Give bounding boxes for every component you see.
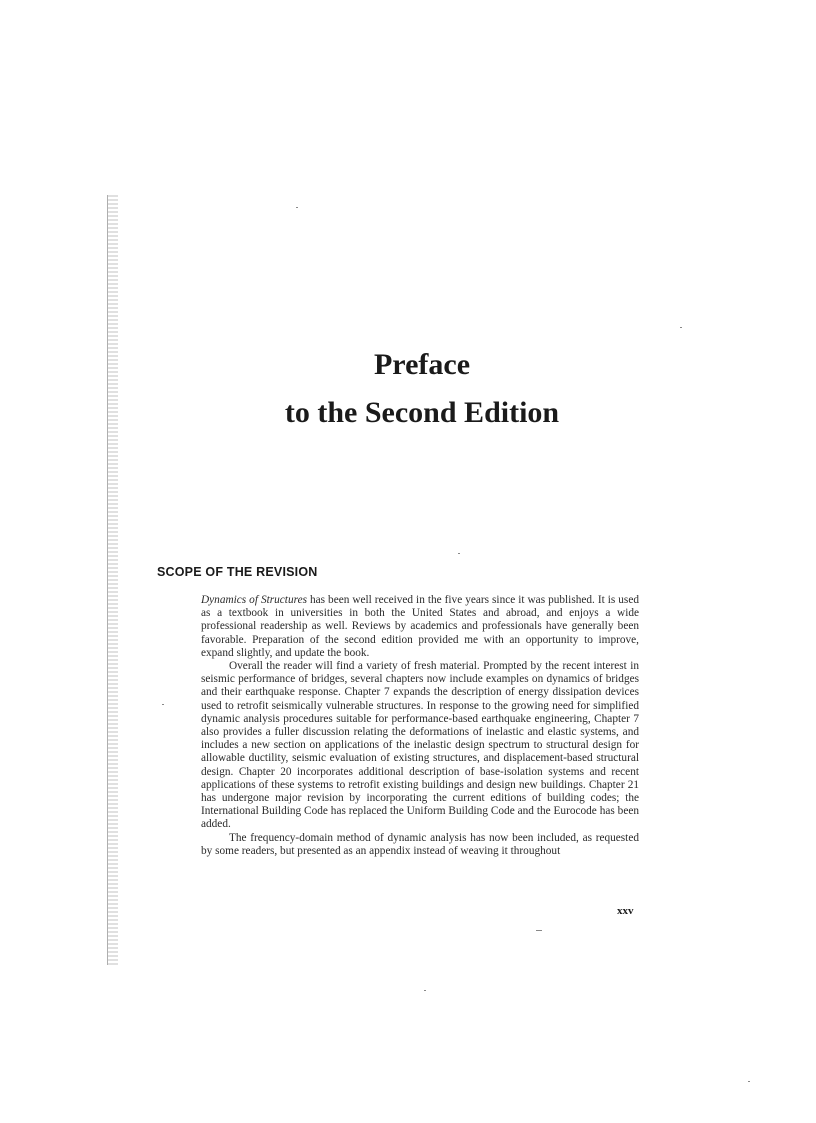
scan-speck (458, 553, 460, 554)
scan-speck (680, 327, 682, 328)
preface-subtitle: to the Second Edition (284, 396, 560, 429)
scan-speck (536, 930, 542, 931)
scan-speck (748, 1081, 750, 1082)
paragraph-1-text: has been well received in the five years since it was published. It is used as a textbook in universities in both the United States and abroad, and enjoys a wide professional readership as well. Reviews by academics and professionals have generally been favorable. Preparation of the second edition provided me with an opportunity to improve, expand slightly, and update the book. (201, 594, 639, 659)
paragraph-2: Overall the reader will find a variety of fresh material. Prompted by the recent interest in seismic performance of bridges, several chapters now include examples on dynamics of bridges and their earthquake response. Chapter 7 expands the description of energy dissipation devices used to retrofit seismically vulnerable structures. In response to the growing need for simplified dynamic analysis procedures suitable for performance-based earthquake engineering, Chapter 7 also provides a fuller discussion relating the deformations of inelastic and elastic systems, and includes a new section on applications of the inelastic design spectrum to structural design for allowable ductility, seismic evaluation of existing structures, and displacement-based structural design. Chapter 20 incorporates additional description of base-isolation systems and recent applications of these systems to retrofit existing buildings and design new buildings. Chapter 21 has undergone major revision by incorporating the current editions of building codes; the International Building Code has replaced the Uniform Building Code and the Eurocode has been added. (201, 660, 639, 831)
scan-binding-edge (107, 195, 118, 965)
body-text (201, 594, 639, 858)
paragraph-1 (201, 594, 639, 660)
section-heading: SCOPE OF THE REVISION (157, 565, 318, 579)
book-title-italic: Dynamics of Structures (201, 594, 307, 606)
page-number: xxv (617, 905, 634, 917)
scan-speck (162, 704, 164, 705)
paragraph-3: The frequency-domain method of dynamic analysis has now been included, as requested by some readers, but presented as an appendix instead of weaving it throughout (201, 831, 639, 857)
preface-title: Preface (373, 348, 471, 381)
scan-speck (424, 990, 426, 991)
scan-speck (296, 207, 298, 208)
